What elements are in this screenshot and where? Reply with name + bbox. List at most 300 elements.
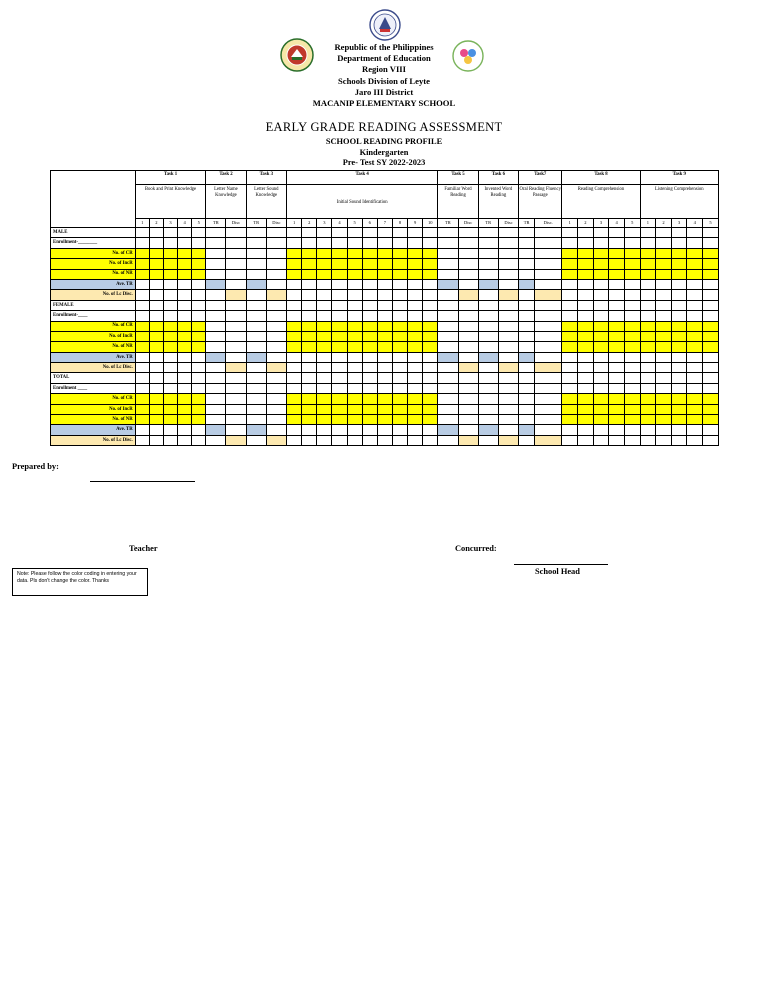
data-cell[interactable] <box>498 311 518 321</box>
data-cell[interactable] <box>478 435 498 445</box>
data-cell[interactable] <box>687 259 703 269</box>
data-cell[interactable] <box>392 363 407 373</box>
data-cell[interactable] <box>687 435 703 445</box>
data-cell[interactable] <box>192 321 206 331</box>
data-cell[interactable] <box>362 373 377 383</box>
data-cell[interactable] <box>671 342 687 352</box>
data-cell[interactable] <box>498 373 518 383</box>
data-cell[interactable] <box>671 290 687 300</box>
data-cell[interactable] <box>246 248 266 258</box>
data-cell[interactable] <box>135 415 149 425</box>
data-cell[interactable] <box>498 394 518 404</box>
data-cell[interactable] <box>478 394 498 404</box>
data-cell[interactable] <box>671 269 687 279</box>
data-cell[interactable] <box>377 279 392 289</box>
data-cell[interactable] <box>562 435 578 445</box>
data-cell[interactable] <box>519 331 535 341</box>
data-cell[interactable] <box>703 279 719 289</box>
data-cell[interactable] <box>178 311 192 321</box>
data-cell[interactable] <box>332 248 347 258</box>
data-cell[interactable] <box>687 248 703 258</box>
data-cell[interactable] <box>266 373 286 383</box>
data-cell[interactable] <box>266 269 286 279</box>
data-cell[interactable] <box>192 383 206 393</box>
data-cell[interactable] <box>377 290 392 300</box>
data-cell[interactable] <box>163 248 177 258</box>
data-cell[interactable] <box>671 363 687 373</box>
data-cell[interactable] <box>362 404 377 414</box>
data-cell[interactable] <box>609 394 625 404</box>
data-cell[interactable] <box>498 425 518 435</box>
data-cell[interactable] <box>438 383 458 393</box>
data-cell[interactable] <box>362 238 377 248</box>
data-cell[interactable] <box>266 331 286 341</box>
data-cell[interactable] <box>438 352 458 362</box>
data-cell[interactable] <box>578 279 594 289</box>
data-cell[interactable] <box>226 342 246 352</box>
data-cell[interactable] <box>578 311 594 321</box>
data-cell[interactable] <box>246 300 266 310</box>
data-cell[interactable] <box>347 259 362 269</box>
data-cell[interactable] <box>519 321 535 331</box>
data-cell[interactable] <box>624 259 640 269</box>
data-cell[interactable] <box>578 394 594 404</box>
data-cell[interactable] <box>640 415 656 425</box>
data-cell[interactable] <box>377 248 392 258</box>
data-cell[interactable] <box>317 425 332 435</box>
data-cell[interactable] <box>392 248 407 258</box>
data-cell[interactable] <box>423 248 438 258</box>
data-cell[interactable] <box>332 269 347 279</box>
data-cell[interactable] <box>135 342 149 352</box>
data-cell[interactable] <box>438 259 458 269</box>
data-cell[interactable] <box>408 435 423 445</box>
data-cell[interactable] <box>423 383 438 393</box>
data-cell[interactable] <box>317 404 332 414</box>
data-cell[interactable] <box>609 404 625 414</box>
data-cell[interactable] <box>332 259 347 269</box>
data-cell[interactable] <box>656 352 672 362</box>
data-cell[interactable] <box>519 238 535 248</box>
data-cell[interactable] <box>578 290 594 300</box>
data-cell[interactable] <box>578 259 594 269</box>
data-cell[interactable] <box>408 352 423 362</box>
data-cell[interactable] <box>392 404 407 414</box>
data-cell[interactable] <box>671 321 687 331</box>
data-cell[interactable] <box>593 269 609 279</box>
data-cell[interactable] <box>149 279 163 289</box>
data-cell[interactable] <box>149 259 163 269</box>
data-cell[interactable] <box>317 290 332 300</box>
data-cell[interactable] <box>392 228 407 238</box>
data-cell[interactable] <box>687 363 703 373</box>
data-cell[interactable] <box>498 331 518 341</box>
data-cell[interactable] <box>246 425 266 435</box>
data-cell[interactable] <box>287 363 302 373</box>
data-cell[interactable] <box>266 300 286 310</box>
data-cell[interactable] <box>578 300 594 310</box>
data-cell[interactable] <box>478 311 498 321</box>
data-cell[interactable] <box>535 415 562 425</box>
data-cell[interactable] <box>562 394 578 404</box>
data-cell[interactable] <box>226 228 246 238</box>
data-cell[interactable] <box>593 311 609 321</box>
data-cell[interactable] <box>498 269 518 279</box>
data-cell[interactable] <box>498 300 518 310</box>
data-cell[interactable] <box>302 269 317 279</box>
data-cell[interactable] <box>226 248 246 258</box>
data-cell[interactable] <box>687 300 703 310</box>
data-cell[interactable] <box>317 259 332 269</box>
data-cell[interactable] <box>266 404 286 414</box>
data-cell[interactable] <box>192 269 206 279</box>
data-cell[interactable] <box>226 300 246 310</box>
data-cell[interactable] <box>178 331 192 341</box>
data-cell[interactable] <box>656 300 672 310</box>
data-cell[interactable] <box>178 248 192 258</box>
data-cell[interactable] <box>519 363 535 373</box>
data-cell[interactable] <box>609 248 625 258</box>
data-cell[interactable] <box>535 238 562 248</box>
data-cell[interactable] <box>423 290 438 300</box>
data-cell[interactable] <box>478 383 498 393</box>
data-cell[interactable] <box>640 363 656 373</box>
data-cell[interactable] <box>266 352 286 362</box>
data-cell[interactable] <box>640 342 656 352</box>
data-cell[interactable] <box>149 311 163 321</box>
data-cell[interactable] <box>498 383 518 393</box>
data-cell[interactable] <box>332 279 347 289</box>
data-cell[interactable] <box>656 259 672 269</box>
data-cell[interactable] <box>302 352 317 362</box>
data-cell[interactable] <box>562 383 578 393</box>
data-cell[interactable] <box>609 415 625 425</box>
data-cell[interactable] <box>671 228 687 238</box>
data-cell[interactable] <box>332 331 347 341</box>
data-cell[interactable] <box>163 238 177 248</box>
data-cell[interactable] <box>478 352 498 362</box>
data-cell[interactable] <box>562 373 578 383</box>
data-cell[interactable] <box>332 425 347 435</box>
data-cell[interactable] <box>163 259 177 269</box>
data-cell[interactable] <box>640 311 656 321</box>
data-cell[interactable] <box>408 331 423 341</box>
data-cell[interactable] <box>498 238 518 248</box>
data-cell[interactable] <box>332 373 347 383</box>
data-cell[interactable] <box>377 321 392 331</box>
data-cell[interactable] <box>562 269 578 279</box>
data-cell[interactable] <box>671 352 687 362</box>
data-cell[interactable] <box>640 425 656 435</box>
data-cell[interactable] <box>377 383 392 393</box>
data-cell[interactable] <box>302 331 317 341</box>
data-cell[interactable] <box>671 300 687 310</box>
data-cell[interactable] <box>266 394 286 404</box>
data-cell[interactable] <box>287 311 302 321</box>
data-cell[interactable] <box>266 321 286 331</box>
data-cell[interactable] <box>135 269 149 279</box>
data-cell[interactable] <box>246 259 266 269</box>
data-cell[interactable] <box>593 238 609 248</box>
data-cell[interactable] <box>287 352 302 362</box>
data-cell[interactable] <box>266 425 286 435</box>
data-cell[interactable] <box>562 404 578 414</box>
data-cell[interactable] <box>266 342 286 352</box>
data-cell[interactable] <box>226 435 246 445</box>
data-cell[interactable] <box>362 290 377 300</box>
data-cell[interactable] <box>178 352 192 362</box>
data-cell[interactable] <box>656 269 672 279</box>
data-cell[interactable] <box>624 394 640 404</box>
data-cell[interactable] <box>624 352 640 362</box>
data-cell[interactable] <box>206 363 226 373</box>
data-cell[interactable] <box>609 352 625 362</box>
data-cell[interactable] <box>347 394 362 404</box>
data-cell[interactable] <box>478 228 498 238</box>
data-cell[interactable] <box>640 238 656 248</box>
data-cell[interactable] <box>687 394 703 404</box>
data-cell[interactable] <box>458 373 478 383</box>
data-cell[interactable] <box>519 425 535 435</box>
data-cell[interactable] <box>519 435 535 445</box>
data-cell[interactable] <box>266 228 286 238</box>
data-cell[interactable] <box>408 383 423 393</box>
data-cell[interactable] <box>317 228 332 238</box>
data-cell[interactable] <box>317 383 332 393</box>
data-cell[interactable] <box>458 311 478 321</box>
data-cell[interactable] <box>302 238 317 248</box>
data-cell[interactable] <box>640 259 656 269</box>
data-cell[interactable] <box>135 404 149 414</box>
data-cell[interactable] <box>377 311 392 321</box>
data-cell[interactable] <box>640 300 656 310</box>
data-cell[interactable] <box>332 404 347 414</box>
data-cell[interactable] <box>624 290 640 300</box>
data-cell[interactable] <box>535 352 562 362</box>
data-cell[interactable] <box>438 435 458 445</box>
data-cell[interactable] <box>226 238 246 248</box>
data-cell[interactable] <box>287 259 302 269</box>
data-cell[interactable] <box>362 331 377 341</box>
data-cell[interactable] <box>206 228 226 238</box>
data-cell[interactable] <box>640 279 656 289</box>
data-cell[interactable] <box>149 363 163 373</box>
data-cell[interactable] <box>593 342 609 352</box>
data-cell[interactable] <box>535 269 562 279</box>
data-cell[interactable] <box>519 311 535 321</box>
data-cell[interactable] <box>178 435 192 445</box>
data-cell[interactable] <box>498 321 518 331</box>
data-cell[interactable] <box>624 404 640 414</box>
data-cell[interactable] <box>624 248 640 258</box>
data-cell[interactable] <box>332 290 347 300</box>
data-cell[interactable] <box>408 373 423 383</box>
data-cell[interactable] <box>266 238 286 248</box>
data-cell[interactable] <box>135 311 149 321</box>
data-cell[interactable] <box>703 331 719 341</box>
data-cell[interactable] <box>624 435 640 445</box>
data-cell[interactable] <box>163 269 177 279</box>
data-cell[interactable] <box>458 363 478 373</box>
data-cell[interactable] <box>302 300 317 310</box>
data-cell[interactable] <box>458 404 478 414</box>
data-cell[interactable] <box>163 373 177 383</box>
data-cell[interactable] <box>656 331 672 341</box>
data-cell[interactable] <box>149 300 163 310</box>
data-cell[interactable] <box>287 248 302 258</box>
data-cell[interactable] <box>609 321 625 331</box>
data-cell[interactable] <box>703 311 719 321</box>
data-cell[interactable] <box>246 435 266 445</box>
data-cell[interactable] <box>149 342 163 352</box>
data-cell[interactable] <box>163 415 177 425</box>
data-cell[interactable] <box>624 331 640 341</box>
data-cell[interactable] <box>302 373 317 383</box>
data-cell[interactable] <box>135 363 149 373</box>
data-cell[interactable] <box>287 425 302 435</box>
data-cell[interactable] <box>377 404 392 414</box>
data-cell[interactable] <box>246 394 266 404</box>
data-cell[interactable] <box>408 311 423 321</box>
data-cell[interactable] <box>317 415 332 425</box>
data-cell[interactable] <box>578 383 594 393</box>
data-cell[interactable] <box>519 259 535 269</box>
data-cell[interactable] <box>656 415 672 425</box>
data-cell[interactable] <box>703 238 719 248</box>
data-cell[interactable] <box>562 279 578 289</box>
data-cell[interactable] <box>135 248 149 258</box>
data-cell[interactable] <box>347 228 362 238</box>
data-cell[interactable] <box>609 238 625 248</box>
data-cell[interactable] <box>287 290 302 300</box>
data-cell[interactable] <box>624 321 640 331</box>
data-cell[interactable] <box>656 363 672 373</box>
data-cell[interactable] <box>423 321 438 331</box>
data-cell[interactable] <box>593 321 609 331</box>
data-cell[interactable] <box>562 321 578 331</box>
data-cell[interactable] <box>163 228 177 238</box>
data-cell[interactable] <box>392 394 407 404</box>
data-cell[interactable] <box>392 290 407 300</box>
data-cell[interactable] <box>192 290 206 300</box>
data-cell[interactable] <box>392 311 407 321</box>
data-cell[interactable] <box>178 394 192 404</box>
data-cell[interactable] <box>302 363 317 373</box>
data-cell[interactable] <box>578 425 594 435</box>
data-cell[interactable] <box>703 321 719 331</box>
data-cell[interactable] <box>408 259 423 269</box>
data-cell[interactable] <box>609 300 625 310</box>
data-cell[interactable] <box>535 279 562 289</box>
data-cell[interactable] <box>163 425 177 435</box>
data-cell[interactable] <box>149 352 163 362</box>
data-cell[interactable] <box>266 363 286 373</box>
data-cell[interactable] <box>287 415 302 425</box>
data-cell[interactable] <box>347 415 362 425</box>
data-cell[interactable] <box>206 394 226 404</box>
data-cell[interactable] <box>287 269 302 279</box>
data-cell[interactable] <box>438 331 458 341</box>
data-cell[interactable] <box>287 383 302 393</box>
data-cell[interactable] <box>362 352 377 362</box>
data-cell[interactable] <box>609 435 625 445</box>
data-cell[interactable] <box>408 425 423 435</box>
data-cell[interactable] <box>593 383 609 393</box>
data-cell[interactable] <box>362 383 377 393</box>
data-cell[interactable] <box>362 435 377 445</box>
data-cell[interactable] <box>206 383 226 393</box>
data-cell[interactable] <box>656 290 672 300</box>
data-cell[interactable] <box>287 279 302 289</box>
data-cell[interactable] <box>609 279 625 289</box>
data-cell[interactable] <box>640 331 656 341</box>
data-cell[interactable] <box>519 279 535 289</box>
data-cell[interactable] <box>135 352 149 362</box>
data-cell[interactable] <box>246 238 266 248</box>
data-cell[interactable] <box>347 425 362 435</box>
data-cell[interactable] <box>149 404 163 414</box>
data-cell[interactable] <box>206 259 226 269</box>
data-cell[interactable] <box>438 373 458 383</box>
data-cell[interactable] <box>438 300 458 310</box>
data-cell[interactable] <box>640 404 656 414</box>
data-cell[interactable] <box>332 383 347 393</box>
data-cell[interactable] <box>163 311 177 321</box>
data-cell[interactable] <box>609 228 625 238</box>
data-cell[interactable] <box>135 238 149 248</box>
data-cell[interactable] <box>408 279 423 289</box>
data-cell[interactable] <box>624 373 640 383</box>
data-cell[interactable] <box>246 404 266 414</box>
data-cell[interactable] <box>377 425 392 435</box>
data-cell[interactable] <box>535 259 562 269</box>
data-cell[interactable] <box>609 269 625 279</box>
data-cell[interactable] <box>438 248 458 258</box>
data-cell[interactable] <box>377 373 392 383</box>
data-cell[interactable] <box>246 290 266 300</box>
data-cell[interactable] <box>423 435 438 445</box>
data-cell[interactable] <box>562 331 578 341</box>
data-cell[interactable] <box>671 248 687 258</box>
data-cell[interactable] <box>332 415 347 425</box>
data-cell[interactable] <box>332 311 347 321</box>
data-cell[interactable] <box>246 228 266 238</box>
data-cell[interactable] <box>478 321 498 331</box>
data-cell[interactable] <box>687 311 703 321</box>
data-cell[interactable] <box>317 352 332 362</box>
data-cell[interactable] <box>593 228 609 238</box>
data-cell[interactable] <box>593 404 609 414</box>
data-cell[interactable] <box>149 373 163 383</box>
data-cell[interactable] <box>392 259 407 269</box>
data-cell[interactable] <box>535 394 562 404</box>
data-cell[interactable] <box>287 228 302 238</box>
data-cell[interactable] <box>423 404 438 414</box>
data-cell[interactable] <box>163 279 177 289</box>
data-cell[interactable] <box>246 311 266 321</box>
data-cell[interactable] <box>562 352 578 362</box>
data-cell[interactable] <box>149 383 163 393</box>
data-cell[interactable] <box>703 352 719 362</box>
data-cell[interactable] <box>206 279 226 289</box>
data-cell[interactable] <box>498 363 518 373</box>
data-cell[interactable] <box>519 290 535 300</box>
data-cell[interactable] <box>578 248 594 258</box>
data-cell[interactable] <box>656 321 672 331</box>
data-cell[interactable] <box>302 228 317 238</box>
data-cell[interactable] <box>703 363 719 373</box>
data-cell[interactable] <box>423 363 438 373</box>
